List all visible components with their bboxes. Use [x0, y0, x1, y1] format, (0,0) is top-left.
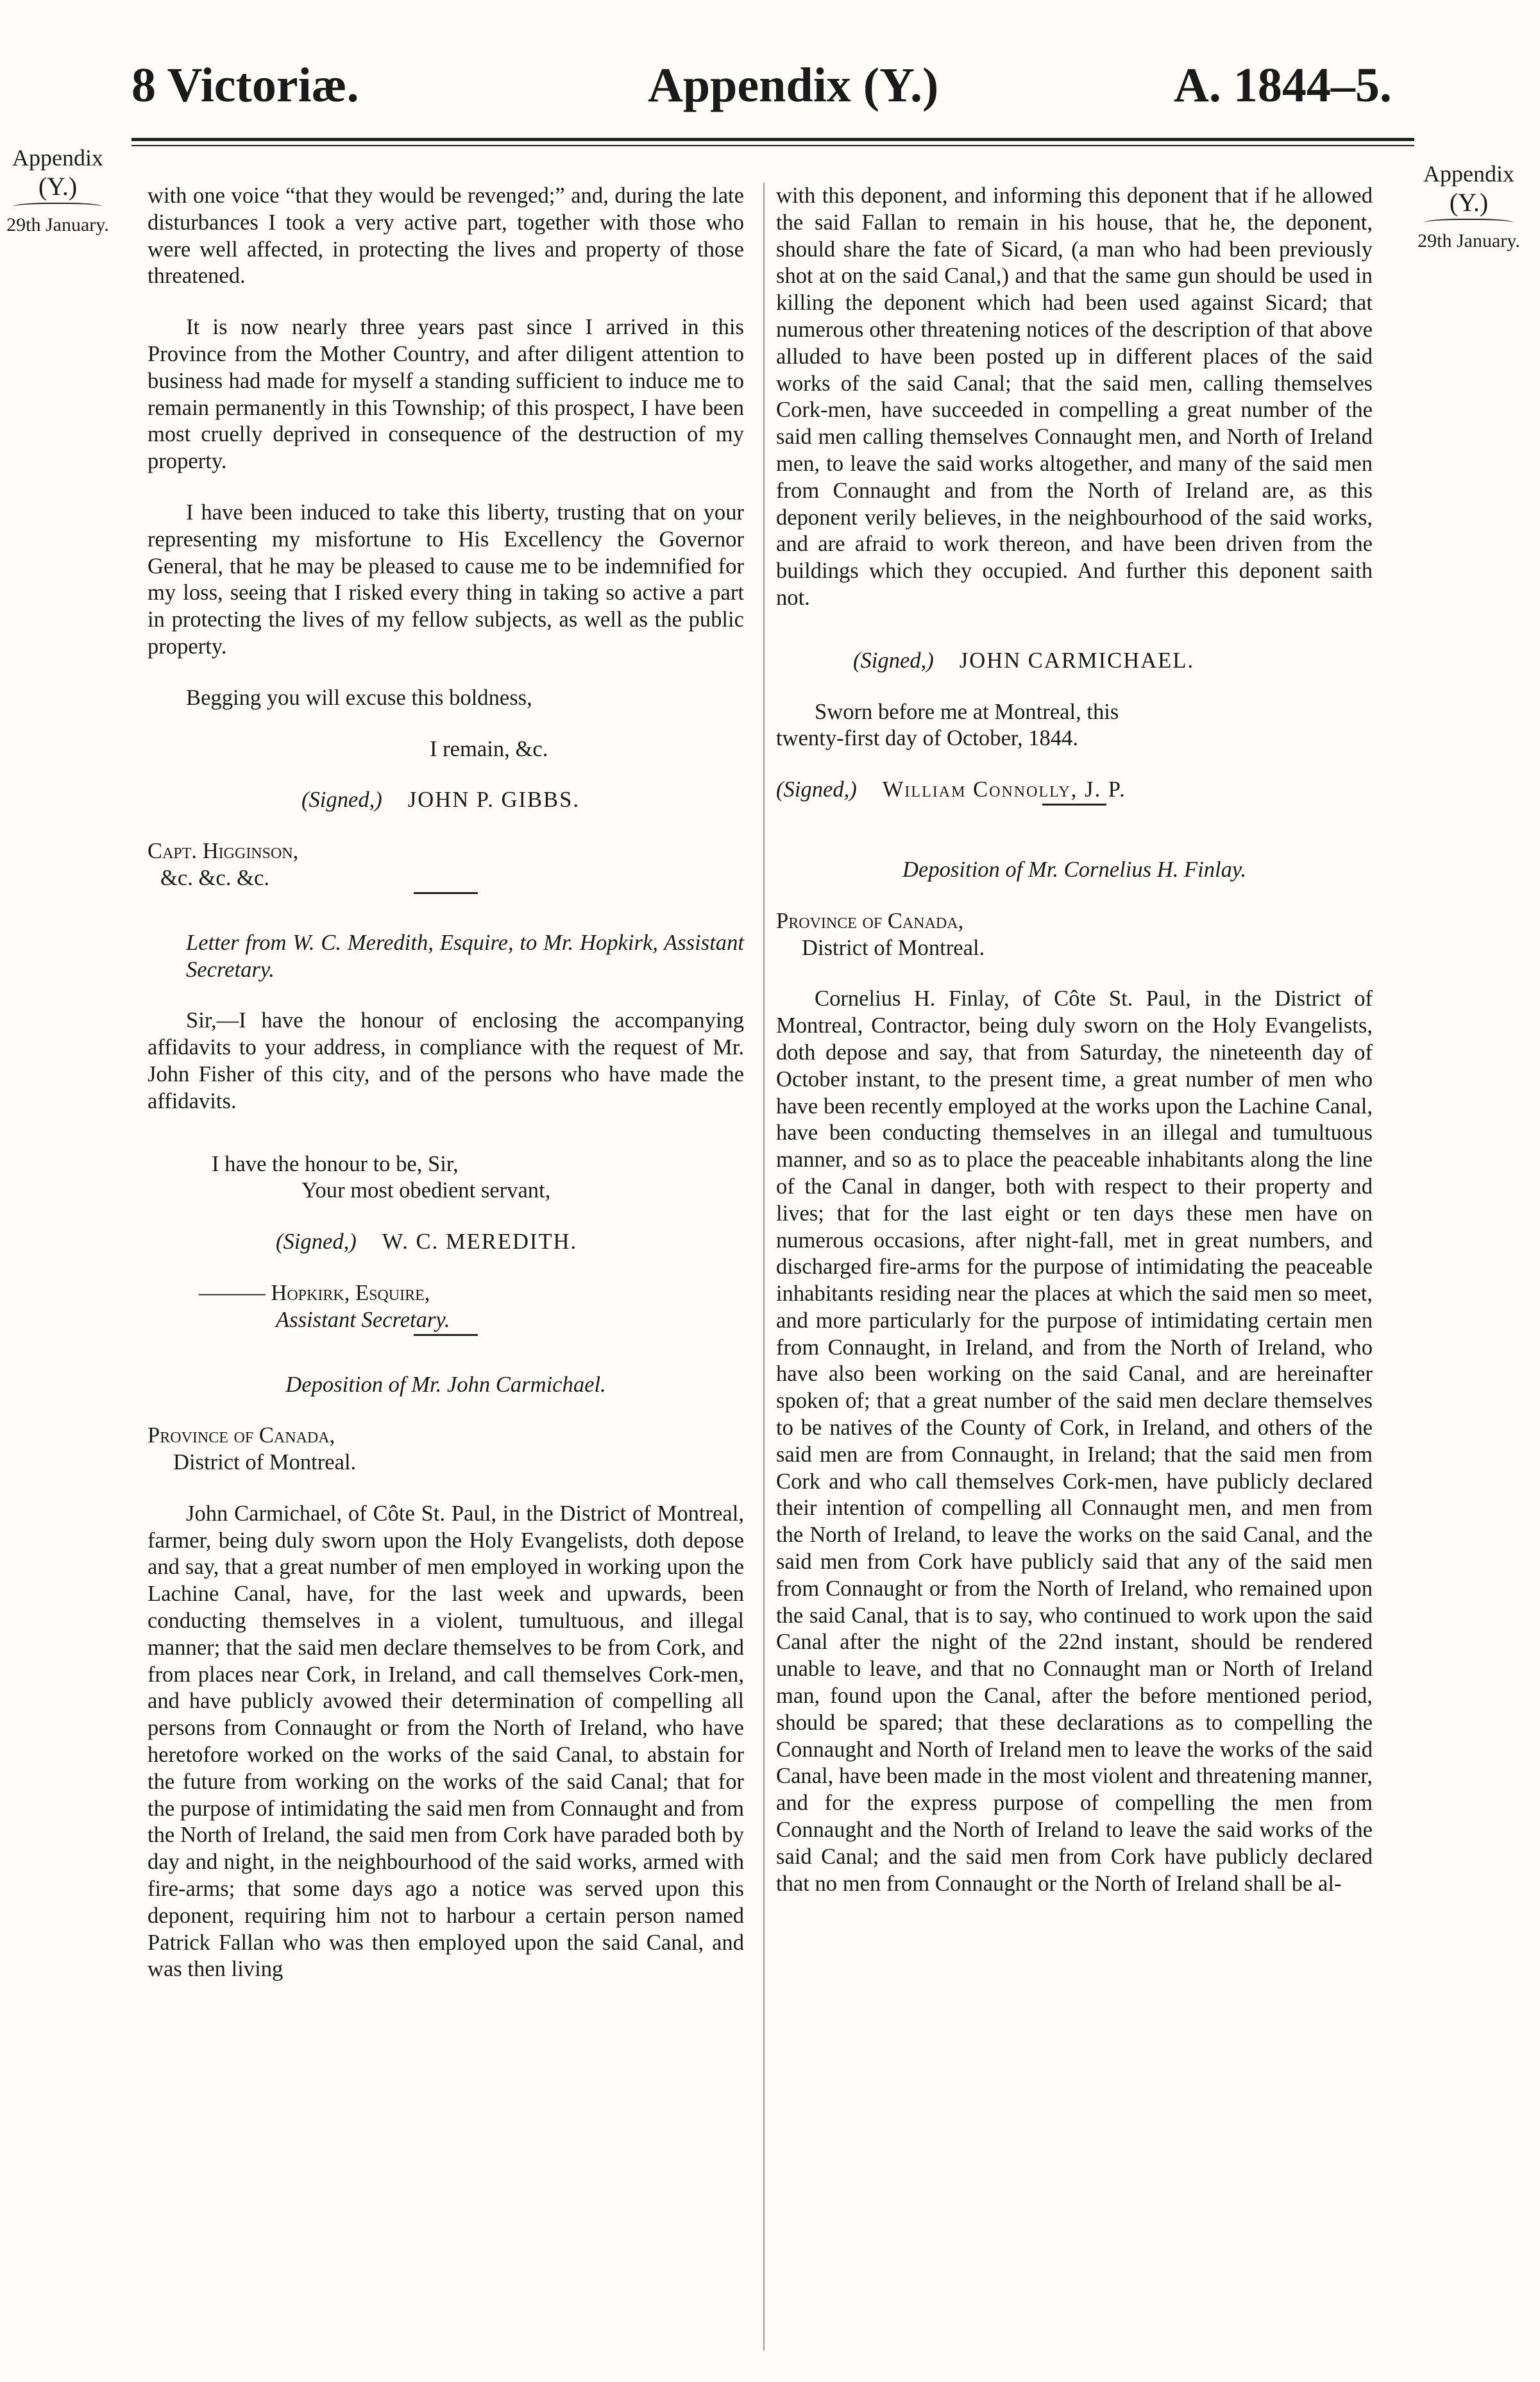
meredith-letter-close-2: Your most obedient servant, [301, 1178, 551, 1203]
finlay-deposition-body: Cornelius H. Finlay, of Côte St. Paul, in the District of Montreal, Contractor, being duly sworn on the Holy Evangelists, doth depose and say, that from Saturday, the nineteenth day of October instant, to the present time, a great number of men who have been recently employed at the works upon the Lachine Canal, have been conducting themselves in an illegal and tumultuous manner, and so as to place the peaceable inhabitants along the line of the Canal in danger, both with respect to their property and lives; that for the last eight or ten days these men have on numerous occasions, after night-fall, met in great numbers, and discharged fire-arms for the purpose of intimidating the peaceable inhabitants residing near the places at which the said men so meet, and more particularly for the purpose of intimidating certain men from Connaught, in Ireland, and from the North of Ireland, who have also been working on the said Canal, and are hereinafter spoken of; that a great number of the said men declare themselves to be natives of the County of Cork, in Ireland, and others of the said men are from Connaught, in Ireland; that the said men from Cork and who call themselves Cork-men, have publicly declared their intention of compelling all Connaught men, and men from the North of Ireland, to leave the works on the said Canal, and the said men from Cork have publicly said that any of the said men from Connaught or from the North of Ireland, who remained upon the said Canal, that is to say, who continued to work upon the said Canal after the night of the 22nd instant, should be rendered unable to leave, and that no Connaught man or North of Ireland man, found upon the Canal, after the before mentioned period, should be spared; that these declarations as to compelling the Connaught and North of Ireland men to leave the works of the said Canal, have been made in the most violent and threatening manner, and for the express purpose of compelling the men from Connaught and the North of Ireland to leave the said works of the said Canal; and the said men from Cork have publicly declared that no men from Connaught or the North of Ireland shall be al- [776, 986, 1373, 1896]
meredith-addressee-title: Assistant Secretary. [276, 1307, 450, 1332]
margin-date: 29th January. [1417, 230, 1520, 251]
gibbs-letter-para-1: with one voice “that they would be revenged;” and, during the late disturbances I took a very active part, together with those who were well affected, in protecting the lives and property of those threatened. [148, 183, 744, 289]
meredith-addressee: ——— Hopkirk, Esquire, [199, 1280, 430, 1305]
margin-brace [13, 203, 103, 213]
gibbs-letter-para-3: I have been induced to take this liberty, trusting that on your representing my misfortune to His Excellency the Governor General, that he may be pleased to cause me to be indemnified for my loss, seeing that I risked every thing in taking so active a part in protecting the lives of my fellow subjects, as well as the public property. [148, 500, 744, 659]
meredith-signature [148, 1229, 744, 1256]
carmichael-deposition-title: Deposition of Mr. John Carmichael. [285, 1372, 606, 1397]
margin-note-right [1411, 160, 1527, 252]
finlay-district: District of Montreal. [802, 935, 985, 960]
connolly-signature [776, 777, 1373, 804]
section-divider [1042, 804, 1106, 806]
meredith-letter-title: Letter from W. C. Meredith, Esquire, to Mr. Hopkirk, Assistant Secretary. [186, 930, 744, 982]
page-header [0, 32, 1540, 122]
sworn-before-line-1: Sworn before me at Montreal, this [815, 699, 1119, 724]
carmichael-signature [776, 648, 1373, 675]
gibbs-letter-remain: I remain, &c. [430, 736, 548, 761]
signatory-name: JOHN CARMICHAEL. [959, 648, 1195, 673]
signed-label: (Signed,) [276, 1229, 357, 1254]
margin-note-left [0, 144, 115, 236]
signatory-name: JOHN P. GIBBS. [407, 788, 580, 813]
section-divider [414, 1334, 478, 1336]
signed-label: (Signed,) [776, 777, 857, 802]
margin-brace [1424, 219, 1514, 229]
addressee-name: Capt. Higginson, [148, 839, 299, 864]
carmichael-province: Province of Canada, [148, 1423, 335, 1448]
gibbs-signature [148, 787, 744, 814]
header-appendix: Appendix (Y.) [648, 58, 939, 112]
header-rule-thin [131, 145, 1414, 146]
sworn-before-line-2: twenty-first day of October, 1844. [776, 726, 1079, 751]
margin-date: 29th January. [6, 214, 109, 235]
signed-label: (Signed,) [853, 648, 934, 673]
signatory-name: William Connolly, J. P. [882, 777, 1126, 802]
signed-label: (Signed,) [301, 788, 382, 813]
margin-appendix-label: Appendix [1423, 161, 1514, 187]
header-rule-thick [131, 138, 1414, 141]
margin-appendix-label: Appendix [12, 145, 103, 171]
gibbs-letter-para-2: It is now nearly three years past since I arrived in this Province from the Mother Country, and after diligent attention to business had made for myself a standing sufficient to induce me to remain permanently in this Township; of this prospect, I have been most cruelly deprived in consequence of the destruction of my property. [148, 315, 744, 474]
header-session-year: A. 1844–5. [1174, 58, 1392, 112]
finlay-province: Province of Canada, [776, 908, 964, 933]
finlay-deposition-title: Deposition of Mr. Cornelius H. Finlay. [902, 857, 1246, 882]
header-regnal-year: 8 Victoriæ. [131, 58, 359, 112]
carmichael-deposition-body: John Carmichael, of Côte St. Paul, in the District of Montreal, farmer, being duly sworn upon the Holy Evangelists, doth depose and say, that a great number of men employed in working upon the Lachine Canal, have, for the last week and upwards, been conducting themselves in a violent, tumultuous, and illegal manner; that the said men declare themselves to be from Cork, and from places near Cork, in Ireland, and call themselves Cork-men, and have publicly avowed their determination of compelling all persons from Connaught or from the North of Ireland, who have heretofore worked on the works of the said Canal, to abstain for the future from working on the works of the said Canal; that for the purpose of intimidating the said men from Connaught and from the North of Ireland, the said men from Cork have paraded both by day and night, in the neighbourhood of the said works, armed with fire-arms; that some days ago a notice was served upon this deponent, requiring him not to harbour a certain person named Patrick Fallan who was then employed upon the said Canal, and was then living [148, 1501, 744, 1982]
column-divider [763, 183, 765, 2351]
meredith-letter-close-1: I have the honour to be, Sir, [212, 1151, 459, 1176]
signatory-name: W. C. MEREDITH. [382, 1229, 578, 1254]
addressee-etc: &c. &c. &c. [160, 865, 269, 890]
margin-appendix-letter: (Y.) [1449, 188, 1489, 217]
left-column [148, 183, 744, 1983]
carmichael-district: District of Montreal. [173, 1450, 357, 1475]
gibbs-letter-closing: Begging you will excuse this boldness, [186, 685, 532, 710]
meredith-letter-body: Sir,—I have the honour of enclosing the accompanying affidavits to your address, in compliance with the request of Mr. John Fisher of this city, and of the persons who have made the affidavits. [148, 1008, 744, 1113]
carmichael-deposition-continued: with this deponent, and informing this deponent that if he allowed the said Fallan to remain in his house, that he, the deponent, should share the fate of Sicard, (a man who had been previously shot at on the said Canal,) and that the same gun should be used in killing the deponent which had been used against Sicard; that numerous other threatening notices of the description of that above alluded to have been posted up in different places of the said works of the said Canal; that the said men, calling themselves Cork-men, have succeeded in compelling a great number of the said men calling themselves Connaught men, and North of Ireland men, to leave the said works altogether, and many of the said men from Connaught and from the North of Ireland are, as this deponent verily believes, in the neighbourhood of the said works, and are afraid to work thereon, and have been driven from the buildings which they occupied. And further this deponent saith not. [776, 183, 1373, 610]
right-column [776, 183, 1373, 1897]
margin-appendix-letter: (Y.) [38, 172, 78, 201]
section-divider [414, 892, 478, 894]
